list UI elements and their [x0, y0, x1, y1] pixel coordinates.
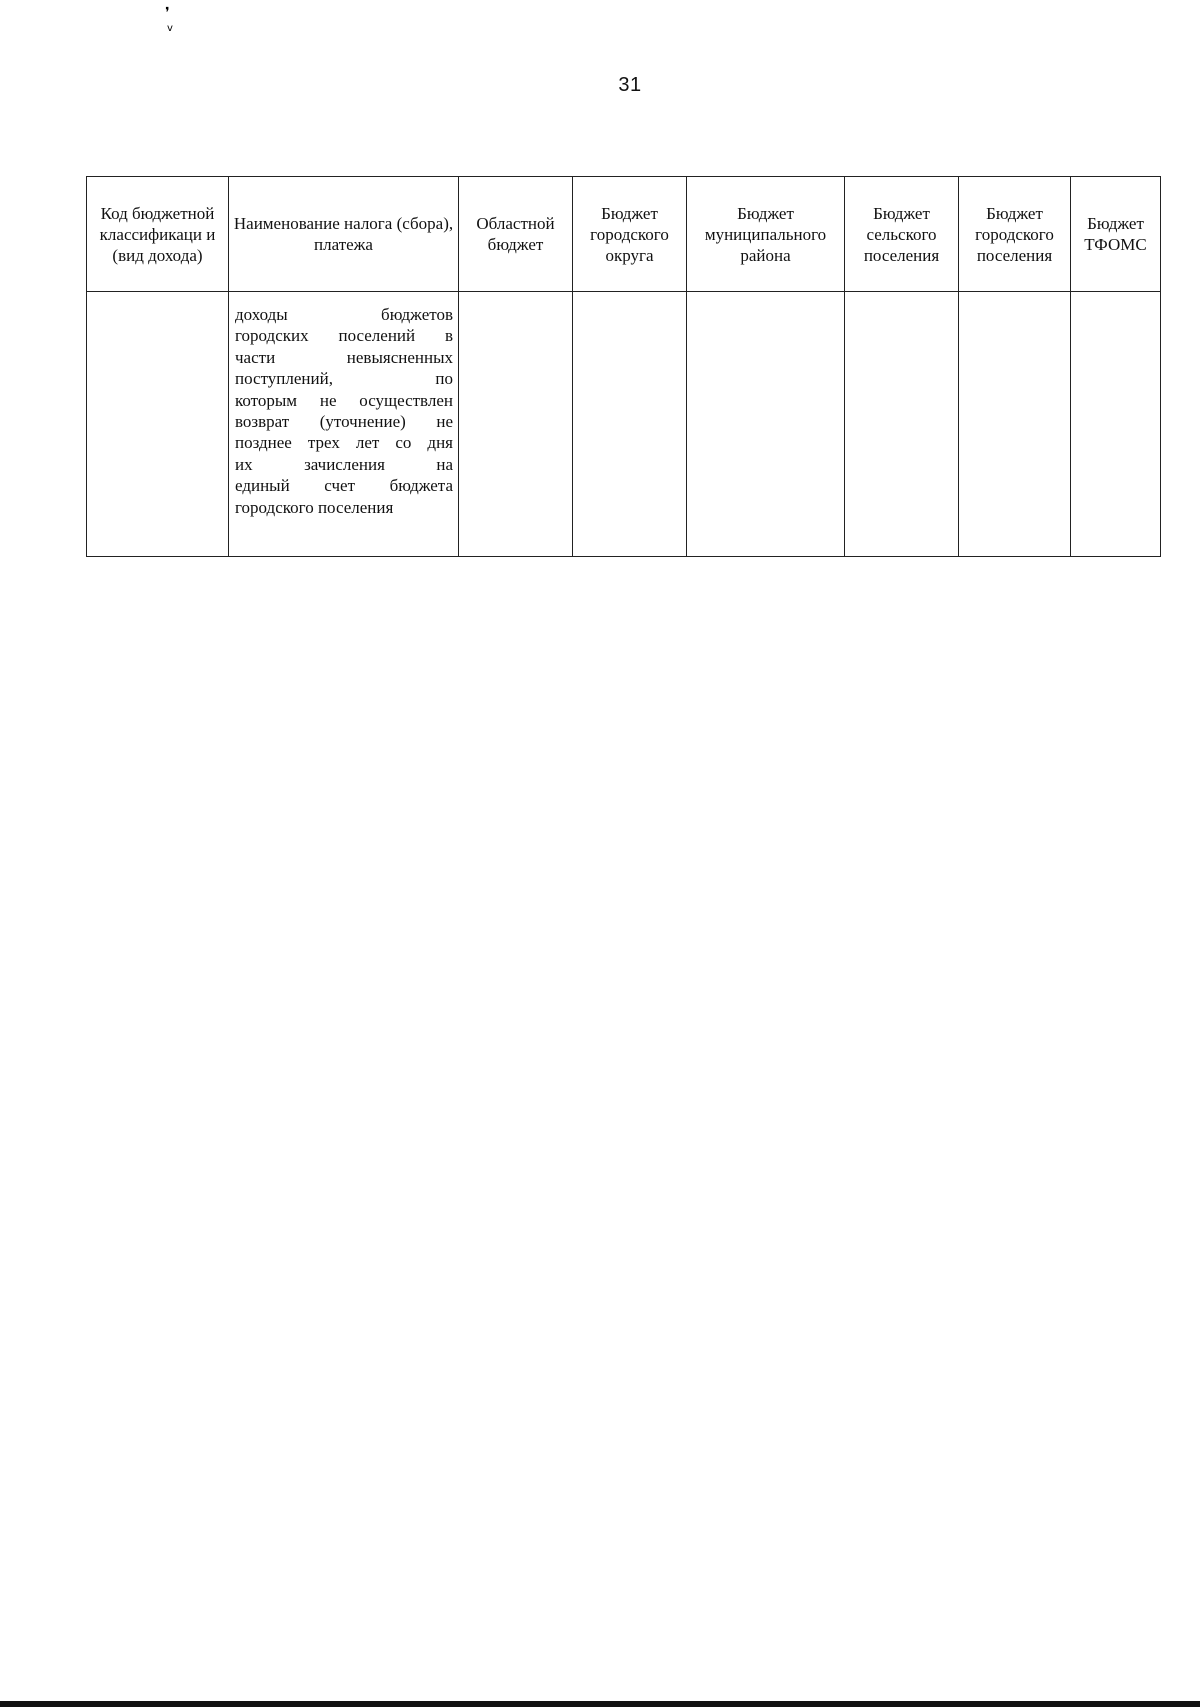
tax-name-line: их зачисления на: [235, 454, 453, 474]
header-oblast-budget: Областной бюджет: [459, 177, 573, 292]
tax-name-line: единый счет бюджета: [235, 476, 453, 496]
header-urban-settlement-budget: Бюджет городского поселения: [959, 177, 1071, 292]
tax-name-line: которым не осуществлен: [235, 390, 453, 410]
tax-name-line: части невыясненных: [235, 347, 453, 367]
tax-name-line: городских поселений в: [235, 326, 453, 346]
scan-artifact-top: ❜: [165, 5, 170, 21]
cell-tax-name: [229, 292, 459, 557]
tax-name-line: городского поселения: [235, 497, 394, 517]
tax-name-line: позднее трех лет со дня: [235, 433, 453, 453]
scan-artifact-mark: [165, 6, 173, 36]
tax-name-line: поступлений, по: [235, 369, 453, 389]
header-rural-settlement-budget: Бюджет сельского поселения: [845, 177, 959, 292]
table-header-row: [87, 177, 1161, 292]
tax-name-line: возврат (уточнение) не: [235, 412, 453, 432]
scan-artifact-bottom: v: [167, 23, 173, 34]
cell-tfoms-budget: [1071, 292, 1161, 557]
tax-name-line: доходы бюджетов: [235, 305, 453, 324]
cell-budget-code: [87, 292, 229, 557]
header-budget-code: Код бюджетной классификаци и (вид дохода): [87, 177, 229, 292]
header-municipal-district-budget: Бюджет муниципального района: [687, 177, 845, 292]
cell-city-district-budget: [573, 292, 687, 557]
cell-oblast-budget: [459, 292, 573, 557]
header-tfoms-budget: Бюджет ТФОМС: [1071, 177, 1161, 292]
cell-urban-settlement-budget: [959, 292, 1071, 557]
scan-bottom-edge: [0, 1701, 1200, 1707]
table-row: [87, 292, 1161, 557]
header-tax-name: Наименование налога (сбора), платежа: [229, 177, 459, 292]
budget-classification-table: [86, 176, 1161, 557]
page-number: 31: [618, 74, 642, 96]
cell-rural-settlement-budget: [845, 292, 959, 557]
cell-municipal-district-budget: [687, 292, 845, 557]
header-city-district-budget: Бюджет городского округа: [573, 177, 687, 292]
